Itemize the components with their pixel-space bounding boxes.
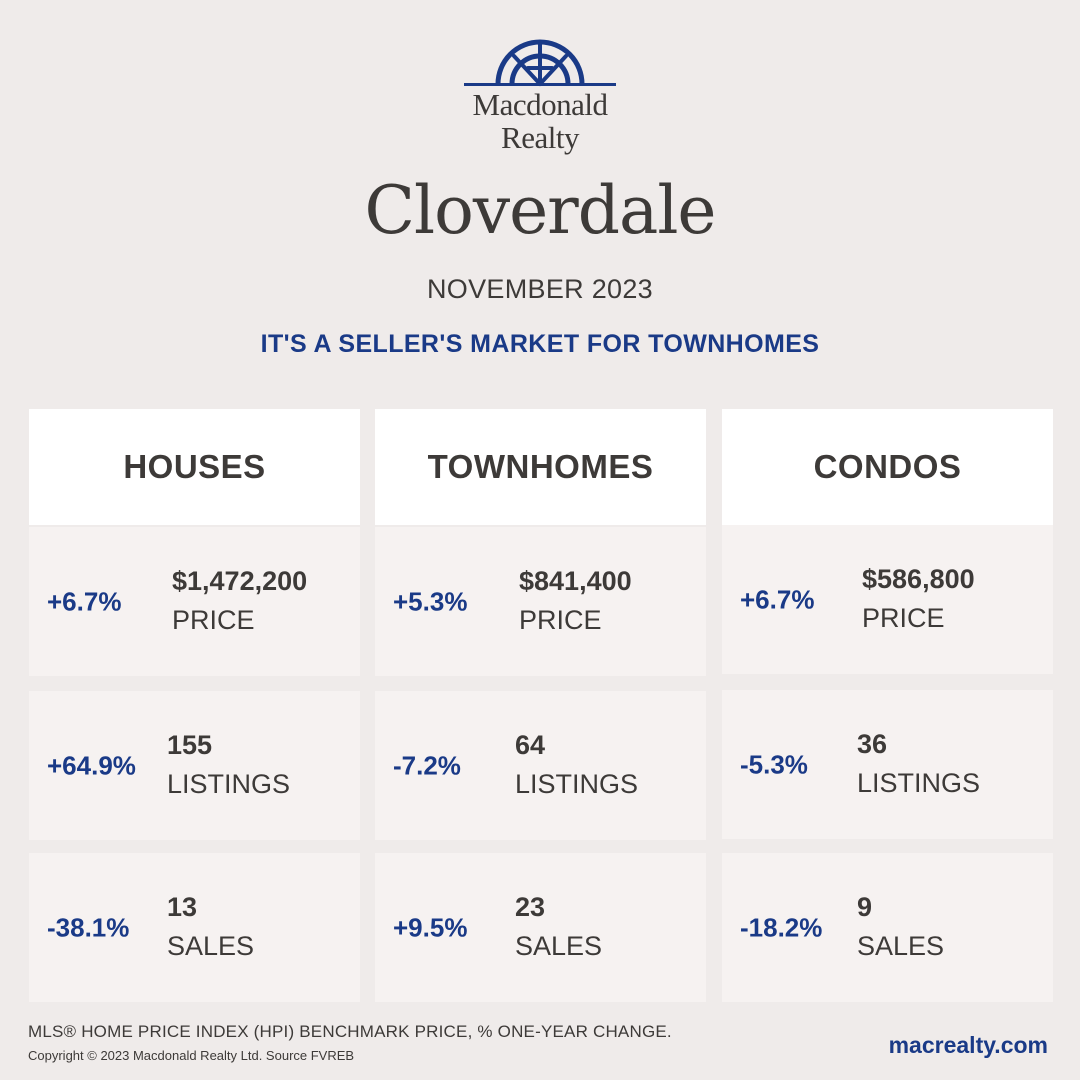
listings-card — [722, 690, 1053, 839]
hpi-footnote: MLS® HOME PRICE INDEX (HPI) BENCHMARK PRICE, % ONE-YEAR CHANGE. — [28, 1022, 672, 1041]
report-month: NOVEMBER 2023 — [427, 274, 653, 304]
price-label: PRICE — [172, 604, 255, 635]
sales-change: -18.2% — [740, 912, 823, 942]
brand-name-line1: Macdonald — [472, 87, 608, 122]
column-title: CONDOS — [722, 409, 1053, 525]
sunburst-logo-icon — [464, 38, 616, 88]
listings-label: LISTINGS — [857, 767, 981, 798]
price-change: +5.3% — [393, 586, 468, 616]
sales-change: -38.1% — [47, 912, 130, 942]
sales-card — [375, 853, 706, 1002]
brand-logo — [0, 38, 1080, 154]
sales-label: SALES — [857, 930, 945, 961]
listings-label: LISTINGS — [167, 768, 291, 799]
price-value: $841,400 — [519, 565, 632, 596]
sales-label: SALES — [167, 930, 255, 961]
price-value: $1,472,200 — [172, 565, 308, 596]
listings-value: 36 — [857, 728, 888, 759]
sales-value: 9 — [857, 891, 873, 922]
price-label: PRICE — [862, 602, 945, 633]
price-value: $586,800 — [862, 563, 975, 594]
sales-change: +9.5% — [393, 912, 468, 942]
listings-label: LISTINGS — [515, 768, 639, 799]
copyright: Copyright © 2023 Macdonald Realty Ltd. Source FVREB — [28, 1048, 355, 1063]
price-change: +6.7% — [740, 584, 815, 614]
listings-change: -7.2% — [393, 750, 461, 780]
listings-card — [29, 691, 360, 840]
sales-value: 13 — [167, 891, 198, 922]
sales-card — [722, 853, 1053, 1002]
website-link[interactable]: macrealty.com — [888, 1032, 1048, 1058]
sales-card — [29, 853, 360, 1002]
listings-value: 64 — [515, 729, 546, 760]
listings-change: +64.9% — [47, 750, 136, 780]
price-card — [375, 527, 706, 676]
price-change: +6.7% — [47, 586, 122, 616]
brand-name-line2: Realty — [501, 120, 579, 155]
price-card — [29, 527, 360, 676]
price-card — [722, 525, 1053, 674]
city-title: Cloverdale — [364, 172, 716, 249]
column-title: HOUSES — [29, 409, 360, 525]
listings-change: -5.3% — [740, 749, 808, 779]
sales-value: 23 — [515, 891, 546, 922]
sales-label: SALES — [515, 930, 603, 961]
column-title: TOWNHOMES — [375, 409, 706, 525]
price-label: PRICE — [519, 604, 602, 635]
market-headline: IT'S A SELLER'S MARKET FOR TOWNHOMES — [260, 330, 820, 358]
listings-card — [375, 691, 706, 840]
listings-value: 155 — [167, 729, 213, 760]
